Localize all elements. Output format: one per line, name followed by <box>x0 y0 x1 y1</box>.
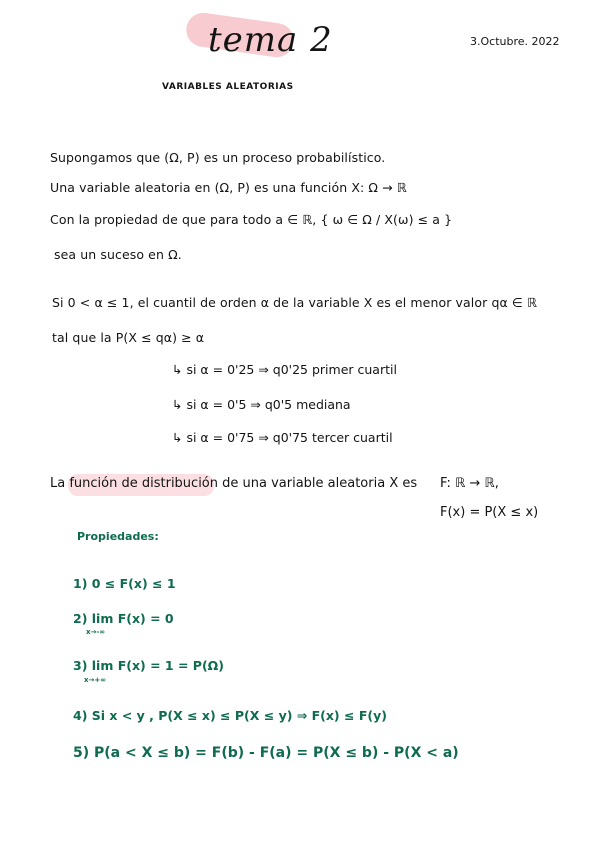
quantile-definition-line-2: tal que la P(X ≤ qα) ≥ α <box>52 330 205 345</box>
limit-subscript: x→-∞ <box>86 628 106 636</box>
page-title: tema 2 <box>208 20 333 60</box>
definition-line-4: sea un suceso en Ω. <box>54 247 182 262</box>
property-item: 1) 0 ≤ F(x) ≤ 1 <box>73 576 176 591</box>
definition-line-1: Supongamos que (Ω, P) es un proceso probabilístico. <box>50 150 386 165</box>
property-item: 5) P(a < X ≤ b) = F(b) - F(a) = P(X ≤ b) - P(X < a) <box>73 745 459 761</box>
property-item: 2) lim F(x) = 0 <box>73 611 174 626</box>
distribution-definition: La función de distribución de una variable aleatoria X es <box>50 476 418 491</box>
property-item: 3) lim F(x) = 1 = P(Ω) <box>73 658 225 673</box>
property-item: 4) Si x < y , P(X ≤ x) ≤ P(X ≤ y) ⇒ F(x) ≤ F(y) <box>73 708 387 723</box>
distribution-map: F: ℝ → ℝ, <box>440 476 499 491</box>
quantile-item: ↳ si α = 0'5 ⇒ q0'5 mediana <box>172 397 351 412</box>
quantile-item: ↳ si α = 0'75 ⇒ q0'75 tercer cuartil <box>172 430 393 445</box>
distribution-formula: F(x) = P(X ≤ x) <box>440 505 539 520</box>
quantile-definition-line-1: Si 0 < α ≤ 1, el cuantil de orden α de la variable X es el menor valor qα ∈ ℝ <box>52 295 537 310</box>
limit-subscript: x→+∞ <box>84 676 107 684</box>
quantile-item: ↳ si α = 0'25 ⇒ q0'25 primer cuartil <box>172 362 397 377</box>
date-label: 3.Octubre. 2022 <box>470 35 560 48</box>
section-subtitle: VARIABLES ALEATORIAS <box>162 82 294 92</box>
definition-line-3: Con la propiedad de que para todo a ∈ ℝ, { ω ∈ Ω / X(ω) ≤ a } <box>50 212 453 227</box>
properties-title: Propiedades: <box>77 530 159 543</box>
definition-line-2: Una variable aleatoria en (Ω, P) es una función X: Ω → ℝ <box>50 180 407 195</box>
